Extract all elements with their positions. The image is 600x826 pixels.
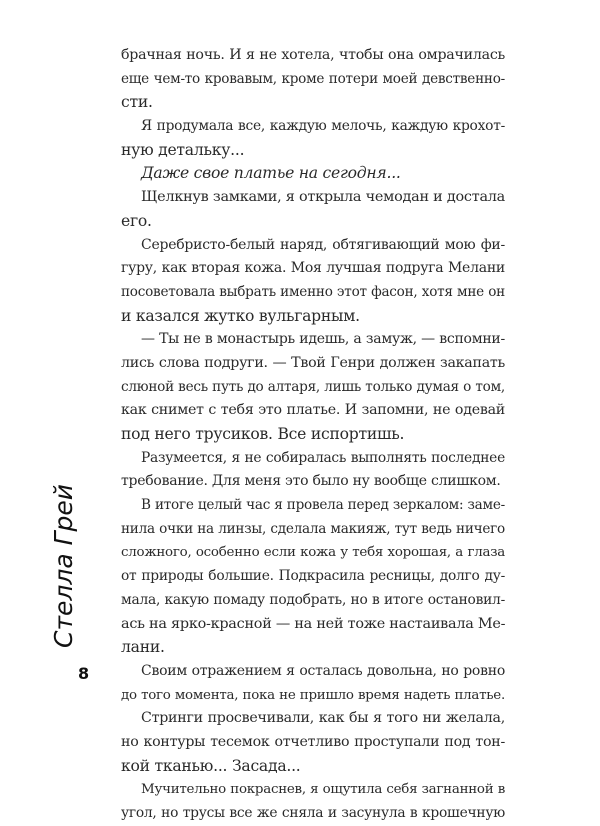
text-line: гуру, как вторая кожа. Моя лучшая подруга Мелани bbox=[121, 260, 505, 277]
text-line: до того момента, пока не пришло время надеть платье. bbox=[121, 687, 505, 703]
text-line: Разумеется, я не собиралась выполнять последнее bbox=[141, 449, 505, 466]
text-line: от природы большие. Подкрасила ресницы, долго ду- bbox=[121, 568, 505, 585]
text-line: Мучительно покраснев, я ощутила себя загнанной в bbox=[141, 782, 505, 798]
text-line: ась на ярко-красной — на ней тоже настаивала Ме- bbox=[121, 615, 506, 632]
text-line: но контуры тесемок отчетливо проступали под тон- bbox=[121, 733, 505, 750]
text-line: — Ты не в монастырь идешь, а замуж, — вспомни- bbox=[141, 331, 505, 348]
text-line: Я продумала все, каждую мелочь, каждую крохот- bbox=[141, 118, 505, 135]
text-line: и казался жутко вульгарным. bbox=[121, 306, 360, 325]
text-line: брачная ночь. И я не хотела, чтобы она омрачилась bbox=[121, 47, 505, 63]
text-line: лись слова подруги. — Твой Генри должен закапать bbox=[121, 354, 505, 371]
text-line: под него трусиков. Все испортишь. bbox=[121, 425, 405, 443]
text-line: сложного, особенно если кожа у тебя хорошая, а глаза bbox=[121, 545, 505, 561]
text-line: Щелкнув замками, я открыла чемодан и достала bbox=[141, 189, 505, 206]
page-number: 8 bbox=[78, 664, 90, 683]
text-line: слюной весь путь до алтаря, лишь только думая о том, bbox=[121, 378, 505, 395]
text-line: Стринги просвечивали, как бы я того ни желала, bbox=[141, 710, 505, 727]
text-line: Своим отражением я осталась довольна, но ровно bbox=[141, 662, 505, 679]
text-line: В итоге целый час я провела перед зеркалом: заме- bbox=[141, 497, 505, 514]
text-line: Даже свое платье на сегодня... bbox=[141, 164, 401, 183]
text-line: его. bbox=[121, 211, 152, 230]
body-text bbox=[121, 44, 505, 826]
text-line: ную детальку... bbox=[121, 140, 245, 159]
text-line: требование. Для меня это было ну вообще слишком. bbox=[121, 473, 501, 490]
text-line: Серебристо-белый наряд, обтягивающий мою фи- bbox=[141, 236, 505, 253]
text-line: угол, но трусы все же сняла и засунула в крошечную bbox=[121, 805, 505, 821]
text-line: как снимет с тебя это платье. И запомни, не одевай bbox=[121, 402, 505, 419]
text-line: мала, какую помаду подобрать, но в итоге остановил- bbox=[121, 591, 505, 608]
text-line: сти. bbox=[121, 93, 153, 112]
text-line: еще чем-то кровавым, кроме потери моей девственно- bbox=[121, 70, 505, 87]
text-line: посоветовала выбрать именно этот фасон, хотя мне он bbox=[121, 283, 505, 300]
text-line: нила очки на линзы, сделала макияж, тут ведь ничего bbox=[121, 520, 505, 537]
text-line: кой тканью... Засада... bbox=[121, 756, 301, 775]
text-line: лани. bbox=[121, 638, 165, 657]
author-running-head: Стелла Грей bbox=[49, 483, 78, 648]
